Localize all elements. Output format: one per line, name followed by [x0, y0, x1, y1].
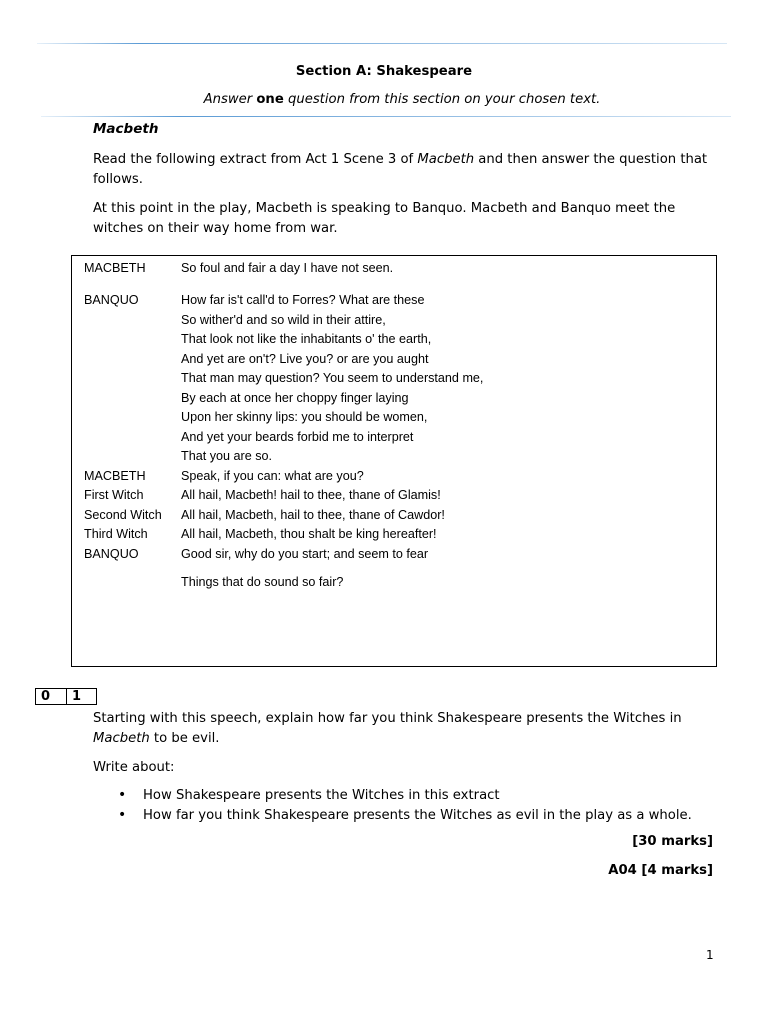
extract-speaker: First Witch: [84, 488, 144, 502]
instruction-text-end: question from this section on your chosen text.: [283, 92, 601, 107]
bullet-item: • How far you think Shakespeare presents the Witches as evil in the play as a whole.: [118, 806, 692, 826]
extract-speaker: MACBETH: [84, 261, 146, 275]
question-number-digit-1: 0: [35, 688, 67, 705]
header-rule-top: [37, 43, 727, 44]
page-number: 1: [706, 948, 714, 962]
extract-line: And yet your beards forbid me to interpret: [181, 430, 414, 444]
extract-line: Upon her skinny lips: you should be women,: [181, 410, 428, 424]
marks-total: [30 marks]: [632, 834, 713, 849]
extract-line: Good sir, why do you start; and seem to fear: [181, 547, 429, 561]
question-number-digit-2: 1: [66, 688, 97, 705]
extract-line: Things that do sound so fair?: [181, 575, 344, 589]
extract-speaker: MACBETH: [84, 469, 146, 483]
extract-speaker: BANQUO: [84, 293, 139, 307]
extract-line: That you are so.: [181, 449, 273, 463]
intro-p1-end: and then answer the question that follows.: [93, 152, 708, 187]
extract-line: All hail, Macbeth! hail to thee, thane of Glamis!: [181, 488, 441, 502]
extract-line: All hail, Macbeth, hail to thee, thane of Cawdor!: [181, 508, 445, 522]
extract-line: Speak, if you can: what are you?: [181, 469, 364, 483]
extract-line: That look not like the inhabitants o' the earth,: [181, 332, 432, 346]
section-title: Section A: Shakespeare: [295, 64, 473, 79]
intro-p1-start: Read the following extract from Act 1 Scene 3 of: [93, 152, 418, 167]
section-instruction: [0, 92, 768, 107]
extract-line: So foul and fair a day I have not seen.: [181, 261, 394, 275]
instruction-text-start: Answer: [203, 92, 257, 107]
extract-box: [71, 255, 717, 667]
question-prompt-end: to be evil.: [149, 730, 220, 746]
extract-line: And yet are on't? Live you? or are you aught: [181, 352, 429, 366]
extract-line: So wither'd and so wild in their attire,: [181, 313, 386, 327]
extract-line: By each at once her choppy finger laying: [181, 391, 409, 405]
question-prompt-start: Starting with this speech, explain how far you think Shakespeare presents the Witches in: [93, 711, 682, 726]
intro-paragraph-1: [93, 150, 723, 189]
header-rule-bottom: [41, 116, 731, 117]
instruction-emphasis: one: [256, 92, 284, 107]
intro-p1-title: Macbeth: [417, 152, 475, 167]
extract-line: That man may question? You seem to understand me,: [181, 371, 484, 385]
extract-speaker: Second Witch: [84, 508, 162, 522]
write-about-label: Write about:: [93, 760, 175, 775]
bullet-list: [118, 786, 692, 825]
extract-line: All hail, Macbeth, thou shalt be king hereafter!: [181, 527, 437, 541]
extract-speaker: BANQUO: [84, 547, 139, 561]
extract-line: How far is't call'd to Forres? What are these: [181, 293, 425, 307]
intro-paragraph-2: At this point in the play, Macbeth is speaking to Banquo. Macbeth and Banquo meet the witches on their way home from war.: [93, 201, 676, 236]
text-title: Macbeth: [93, 121, 159, 137]
question-prompt-title: Macbeth: [93, 730, 150, 746]
bullet-item: • How Shakespeare presents the Witches in this extract: [118, 786, 692, 806]
ao-marks: A04 [4 marks]: [608, 863, 713, 878]
extract-speaker: Third Witch: [84, 527, 148, 541]
question-prompt: [93, 709, 718, 748]
